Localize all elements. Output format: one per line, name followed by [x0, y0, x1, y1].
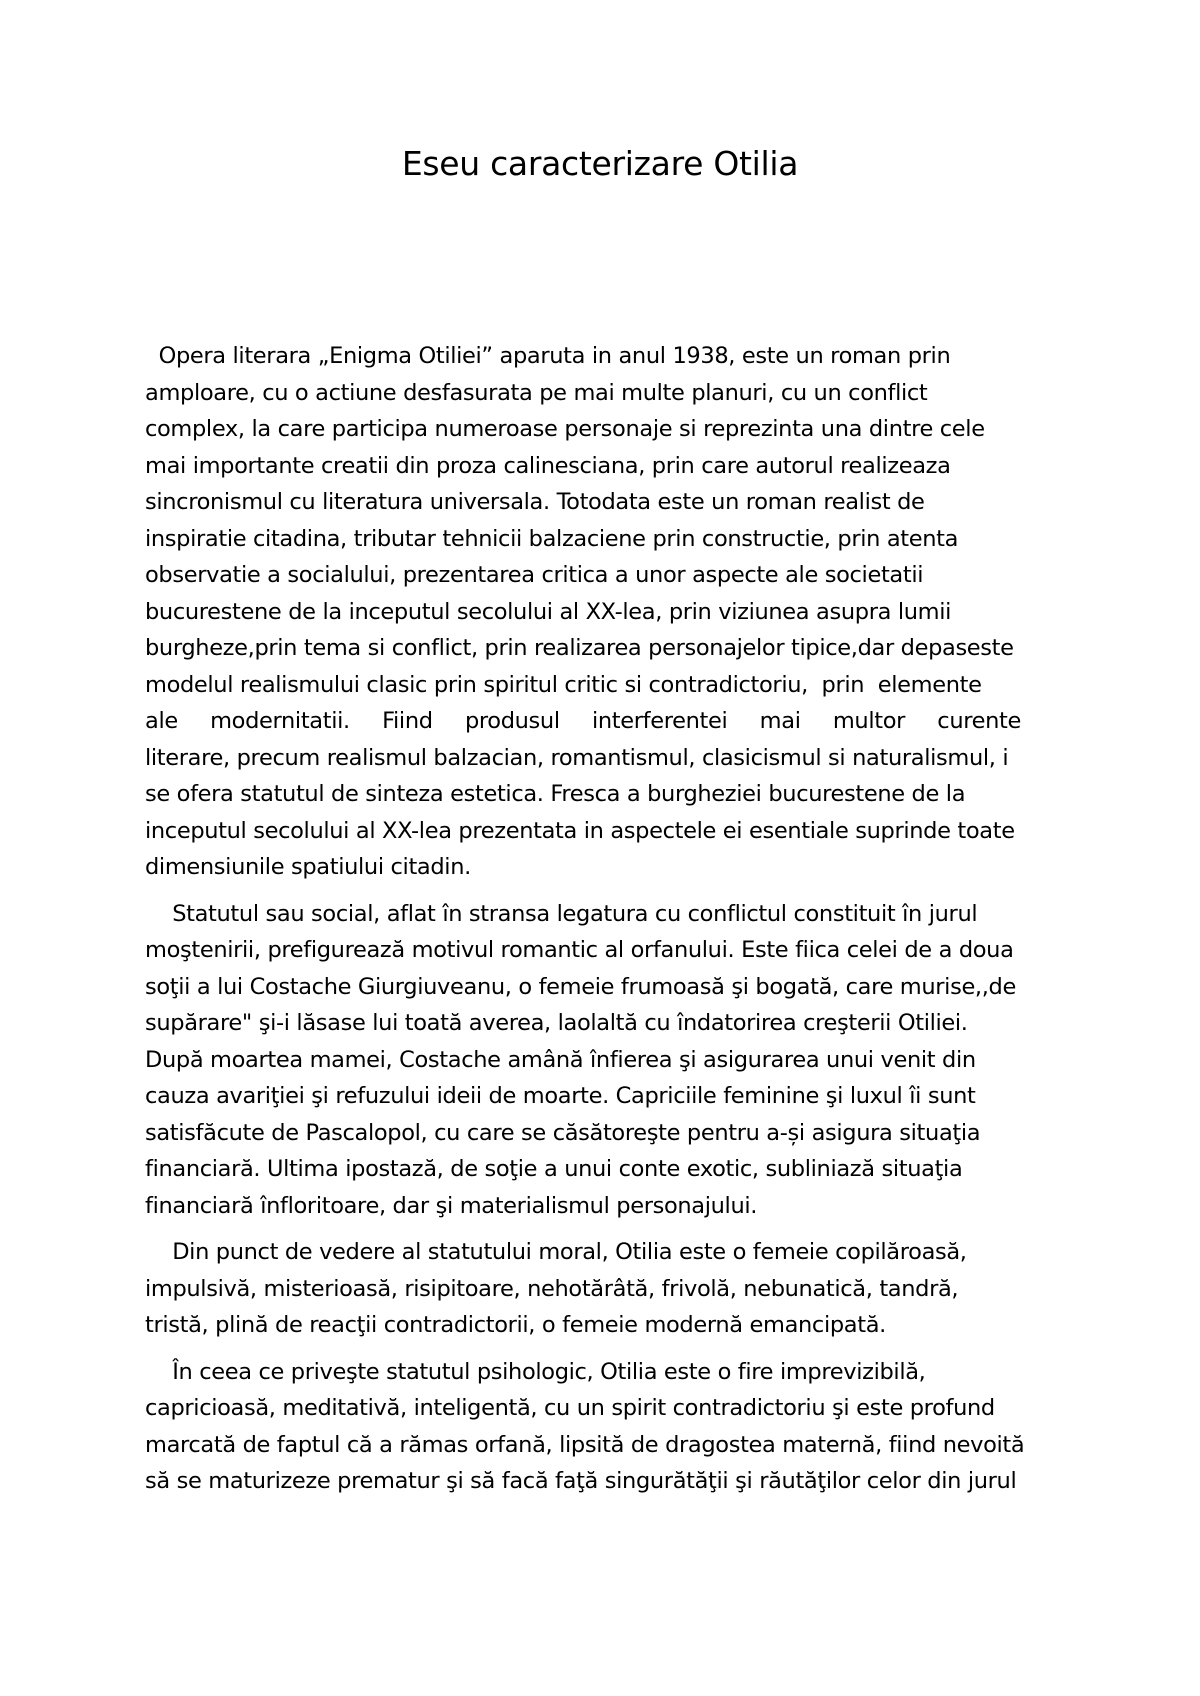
text-line: dimensiunile spatiului citadin.	[145, 854, 471, 880]
text-line: observatie a socialului, prezentarea critica a unor aspecte ale societatii	[145, 562, 924, 588]
text-line: sincronismul cu literatura universala. Totodata este un roman realist de	[145, 489, 925, 515]
text-line: impulsivă, misterioasă, risipitoare, nehotărâtă, frivolă, nebunatică, tandră,	[145, 1275, 959, 1302]
text-line: modelul realismului clasic prin spiritul critic si contradictoriu, prin elemente	[145, 671, 982, 698]
text-line: amploare, cu o actiune desfasurata pe mai multe planuri, cu un conflict	[145, 379, 928, 406]
text-line: ale modernitatii. Fiind produsul interferentei mai multor curente	[145, 708, 1021, 734]
text-line: complex, la care participa numeroase personaje si reprezinta una dintre cele	[145, 416, 985, 442]
text-line: financiară. Ultima ipostază, de soţie a unui conte exotic, subliniază situaţia	[145, 1156, 963, 1182]
text-line: inspiratie citadina, tributar tehnicii balzaciene prin constructie, prin atenta	[145, 525, 959, 552]
text-line: burgheze,prin tema si conflict, prin realizarea personajelor tipice,dar depaseste	[145, 635, 1014, 661]
text-line: tristă, plină de reacţii contradictorii, o femeie modernă emancipată.	[145, 1312, 886, 1338]
text-line: După moartea mamei, Costache amână înfierea şi asigurarea unui venit din	[145, 1046, 976, 1073]
text-line: Statutul sau social, aflat în stransa legatura cu conflictul constituit în jurul	[145, 900, 978, 927]
paragraph-social-status	[145, 896, 1065, 1225]
text-line: În ceea ce priveşte statutul psihologic, Otilia este o fire imprevizibilă,	[145, 1358, 926, 1385]
text-line: marcată de faptul că a rămas orfană, lipsită de dragostea maternă, fiind nevoită	[145, 1431, 1025, 1458]
text-line: soţii a lui Costache Giurgiuveanu, o femeie frumoasă şi bogată, care murise,,de	[145, 973, 1016, 1000]
text-line: literare, precum realismul balzacian, romantismul, clasicismul si naturalismul, i	[145, 744, 1009, 771]
text-line: satisfăcute de Pascalopol, cu care se căsătoreşte pentru a-și asigura situaţia	[145, 1119, 981, 1146]
text-line: moştenirii, prefigurează motivul romantic al orfanului. Este fiica celei de a doua	[145, 937, 1014, 963]
text-line: Din punct de vedere al statutului moral, Otilia este o femeie copilăroasă,	[145, 1239, 967, 1265]
text-line: inceputul secolului al XX-lea prezentata in aspectele ei esentiale suprinde toate	[145, 817, 1015, 844]
text-line: să se maturizeze prematur şi să facă faţă singurătăţii şi răutăţilor celor din jurul	[145, 1468, 1017, 1494]
text-line: supărare" şi-i lăsase lui toată averea, laolaltă cu îndatorirea creşterii Otiliei.	[145, 1010, 968, 1036]
text-line: cauza avariţiei şi refuzului ideii de moarte. Capriciile feminine şi luxul îi sunt	[145, 1083, 976, 1109]
text-line: financiară înfloritoare, dar şi materialismul personajului.	[145, 1192, 758, 1219]
paragraph-intro	[145, 338, 1065, 886]
text-line: capricioasă, meditativă, inteligentă, cu un spirit contradictoriu şi este profund	[145, 1395, 995, 1421]
document-title: Eseu caracterizare Otilia	[401, 144, 799, 183]
text-line: se ofera statutul de sinteza estetica. Fresca a burgheziei bucurestene de la	[145, 781, 966, 807]
text-line: Opera literara „Enigma Otiliei” aparuta in anul 1938, este un roman prin	[145, 343, 951, 369]
text-line: mai importante creatii din proza calinesciana, prin care autorul realizeaza	[145, 452, 951, 479]
document-body	[145, 338, 1065, 1510]
paragraph-psychological-status	[145, 1354, 1065, 1500]
paragraph-moral-status	[145, 1234, 1065, 1344]
text-line: bucurestene de la inceputul secolului al XX-lea, prin viziunea asupra lumii	[145, 598, 952, 625]
